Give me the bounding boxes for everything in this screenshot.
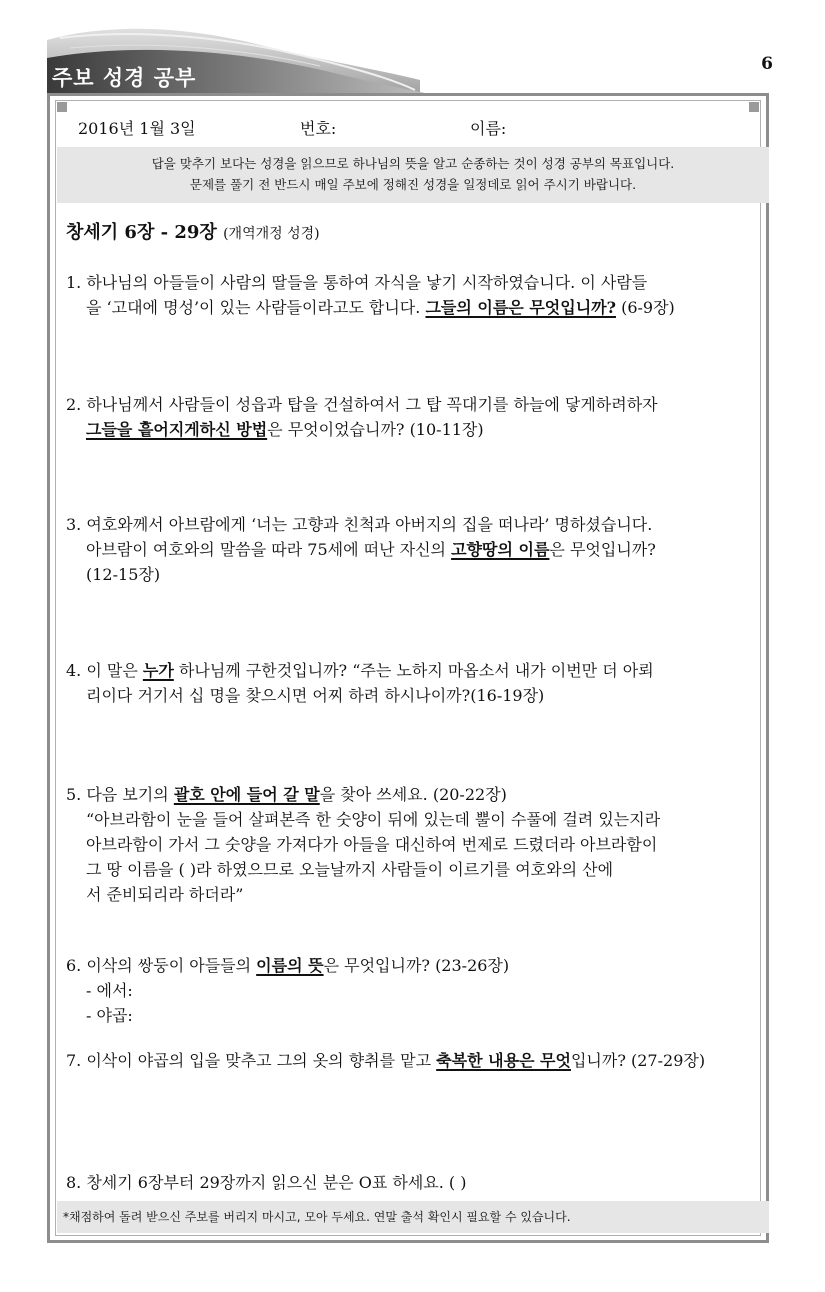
quote-line: “아브라함이 눈을 들어 살펴본즉 한 숫양이 뒤에 있는데 뿔이 수풀에 걸려 있는지라 [86,810,661,829]
question-2 [66,392,761,442]
question-emphasis: 그들을 흩어지게하신 방법 [86,420,268,439]
banner-title: 주보 성경 공부 [52,66,197,90]
question-text: 은 무엇이었습니까? (10-11장) [267,420,484,439]
quote-line: 아브라함이 가서 그 숫양을 가져다가 아들을 대신하여 번제로 드렸더라 아브라함이 [86,835,658,854]
question-line: 3. 여호와께서 아브람에게 ‘너는 고향과 친척과 아버지의 집을 떠나라’ 명하셨습니다. [66,515,653,534]
question-emphasis: 그들의 이름은 무엇입니까? [425,298,616,317]
number-field[interactable]: 번호: [300,119,337,138]
name-field[interactable]: 이름: [470,119,507,138]
question-text: 은 무엇입니까? (23-26장) [323,956,510,975]
question-line [66,537,761,562]
answer-field-esau[interactable]: - 에서: [86,981,133,1000]
section-title [66,218,320,244]
question-text: 입니까? (27-29장) [570,1051,706,1070]
question-emphasis: 고향땅의 이름 [451,540,550,559]
section-title-text: 창세기 6장 - 29장 [66,222,217,243]
date-text: 2016년 1월 3일 [78,119,196,138]
page-number: 6 [761,54,773,74]
question-text: 은 무엇입니까? [549,540,656,559]
question-chapters: (6-9장) [616,298,675,317]
footer-note: *채점하여 돌려 받으신 주보를 버리지 마시고, 모아 두세요. 연말 출석 확인시 필요할 수 있습니다. [57,1201,769,1233]
question-line [66,295,761,320]
question-text: 5. 다음 보기의 [66,785,174,804]
quote-line: 그 땅 이름을 ( )라 하였으므로 오늘날까지 사람들이 이르기를 여호와의 산에 [86,860,614,879]
quote-line: 서 준비되리라 하더라” [86,885,244,904]
notice-line: 문제를 풀기 전 반드시 매일 주보에 정해진 성경을 일정데로 읽어 주시기 바랍니다. [189,177,637,192]
question-emphasis: 이름의 뜻 [256,956,324,975]
question-line [66,1048,761,1073]
answer-field-jacob[interactable]: - 야곱: [86,1006,133,1025]
question-line [66,953,761,978]
question-text: 아브람이 여호와의 말씀을 따라 75세에 떠난 자신의 [86,540,452,559]
question-line [66,782,761,807]
question-3 [66,512,761,587]
question-text: 을 ‘고대에 명성’이 있는 사람들이라고도 합니다. [86,298,426,317]
question-line[interactable]: 8. 창세기 6장부터 29장까지 읽으신 분은 O표 하세요. ( ) [66,1173,467,1192]
question-4 [66,658,761,708]
question-emphasis: 누가 [142,661,174,680]
question-text: 6. 이삭의 쌍둥이 아들들의 [66,956,257,975]
question-emphasis: 괄호 안에 들어 갈 말 [173,785,320,804]
question-text: 7. 이삭이 야곱의 입을 맞추고 그의 옷의 향취를 맡고 [66,1051,437,1070]
notice-box [57,147,769,203]
question-emphasis: 축복한 내용은 무엇 [436,1051,571,1070]
question-5 [66,782,761,907]
section-subtitle: (개역개정 성경) [223,226,320,242]
question-line: 1. 하나님의 아들들이 사람의 딸들을 통하여 자식을 낳기 시작하였습니다. 이 사람들 [66,273,648,292]
question-text: 하나님께 구한것입니까? “주는 노하지 마옵소서 내가 이번만 더 아뢰 [173,661,654,680]
question-line: 2. 하나님께서 사람들이 성읍과 탑을 건설하여서 그 탑 꼭대기를 하늘에 닿게하려하자 [66,395,658,414]
question-text: 4. 이 말은 [66,661,143,680]
question-chapters: (12-15장) [86,565,161,584]
frame-corner [749,102,759,112]
question-8 [66,1170,761,1195]
question-text: 을 찾아 쓰세요. (20-22장) [319,785,507,804]
notice-line: 답을 맞추기 보다는 성경을 읽으므로 하나님의 뜻을 알고 순종하는 것이 성경 공부의 목표입니다. [151,156,675,171]
question-7 [66,1048,761,1073]
frame-corner [57,102,67,112]
question-6 [66,953,761,1028]
question-line: 리이다 거기서 십 명을 찾으시면 어찌 하려 하시나이까?(16-19장) [86,686,545,705]
question-1 [66,270,761,320]
question-line [66,417,761,442]
question-line [66,658,761,683]
